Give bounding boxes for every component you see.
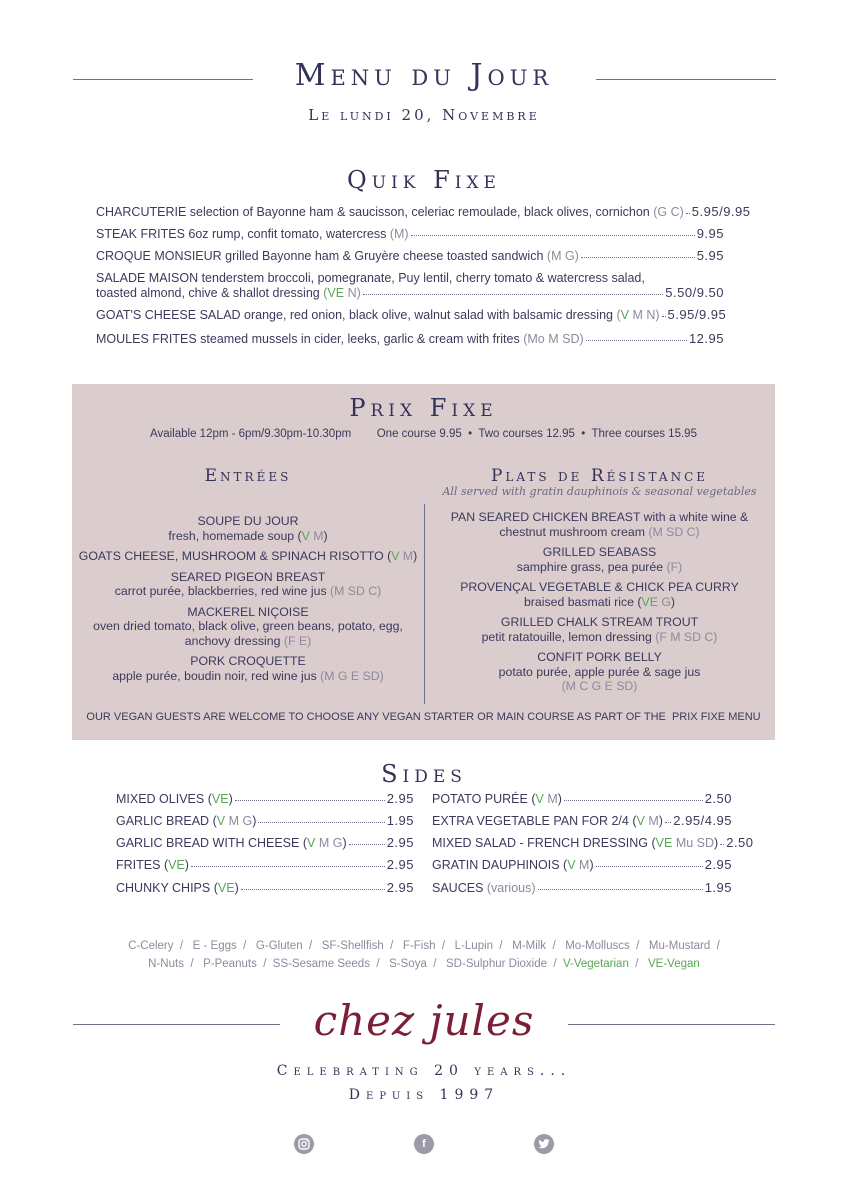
dish-name: SOUPE DU JOUR [197,514,299,528]
side-name: GARLIC BREAD WITH CHEESE [116,836,300,850]
side-name: GRATIN DAUPHINOIS [432,858,560,872]
side-name: POTATO PURÉE [432,792,528,806]
item-name: GOAT'S CHEESE SALAD orange, red onion, black olive, walnut salad with balsamic dressing [96,308,613,322]
legend-vegetarian: V-Vegetarian [562,958,629,970]
dot-leader [662,316,666,317]
item-name: SALADE MAISON tenderstem broccoli, pomegranate, Puy lentil, cherry tomato & watercress salad, [96,271,645,285]
allergen-codes: M [313,528,324,543]
legend-allergens: N-Nuts / P-Peanuts / SS-Sesame Seeds / S-Soya / SD-Sulphur Dioxide / [148,958,563,970]
item-name: MOULES FRITES steamed mussels in cider, leeks, garlic & cream with frites [96,332,520,346]
entrees-heading: Entrées [204,466,292,486]
dish-name: SEARED PIGEON BREAST [170,569,326,584]
list-item [96,248,724,263]
list-item: PROVENÇAL VEGETABLE & CHICK PEA CURRY braised basmati rice (VE G) [424,580,775,609]
diet-code: V [307,836,316,850]
dot-leader [349,844,385,845]
diet-code: V [535,792,544,806]
prix-fixe-info [72,428,775,440]
footer-tagline: Celebrating 20 years... [276,1063,572,1079]
diet-code: (VE [323,286,345,300]
list-item-line1 [96,271,724,285]
code-paren: ( [616,308,621,322]
allergen-codes: (G C) [653,205,684,219]
side-name: MIXED OLIVES [116,792,205,806]
availability: Available 12pm - 6pm/9.30pm-10.30pm [150,428,352,440]
diet-code: V [636,814,645,828]
dish-desc-cont: anchovy dressing [184,633,281,648]
diet-code: VE [217,881,235,895]
dot-leader [720,844,724,845]
list-item: MIXED SALAD - FRENCH DRESSING (VE Mu SD) 2.50 [432,835,754,850]
allergen-codes: (F E) [283,633,312,648]
dish-desc: braised basmati rice [523,594,634,609]
list-item: FRITES (VE) 2.95 [116,857,414,872]
legend-line-1: C-Celery / E - Eggs / G-Gluten / SF-Shellfish / F-Fish / L-Lupin / M-Milk / Mo-Molluscs / Mu-Mustard / [128,940,720,952]
dot-leader [538,889,703,890]
item-price: 5.95/9.95 [691,204,751,219]
allergen-codes: (M SD C) [330,584,382,598]
allergen-codes: (F) [666,559,683,574]
side-price: 2.95 [386,857,414,872]
diet-code: V [567,858,576,872]
list-item [96,285,724,300]
allergen-codes: M [547,792,558,806]
menu-date: Le lundi 20, Novembre [308,106,540,124]
list-item [96,307,727,322]
list-item [424,545,775,574]
allergen-codes: (M G E SD) [320,668,384,683]
side-name: FRITES [116,858,161,872]
list-item: SOUPE DU JOUR fresh, homemade soup (V M) [72,514,424,543]
mains-list [424,510,775,700]
dish-name: GRILLED SEABASS [542,545,657,559]
dish-name: GOATS CHEESE, MUSHROOM & SPINACH RISOTTO [78,549,384,563]
allergen-codes: M [579,858,590,872]
dish-name: MACKEREL NIÇOISE [187,604,309,619]
side-price: 2.50 [726,835,754,850]
side-name: MIXED SALAD - FRENCH DRESSING [432,836,649,850]
item-price: 5.95/9.95 [667,307,727,322]
prix-fixe-panel [72,384,775,740]
allergen-codes: G [661,594,671,609]
dish-desc: potato purée, apple purée & sage jus [498,664,701,679]
side-name: EXTRA VEGETABLE PAN FOR 2/4 [432,814,629,828]
allergen-codes: (Mo M SD) [523,332,584,346]
list-item [424,650,775,694]
item-name: CHARCUTERIE selection of Bayonne ham & saucisson, celeriac remoulade, black olives, cornichon [96,205,650,219]
mains-subheading: All served with gratin dauphinois & seasonal vegetables [442,485,757,498]
dot-leader [235,800,385,801]
dish-desc: chestnut mushroom cream [499,524,645,539]
list-item: EXTRA VEGETABLE PAN FOR 2/4 (V M) 2.95/4.95 [432,813,732,828]
dot-leader [581,257,695,258]
list-item: GOATS CHEESE, MUSHROOM & SPINACH RISOTTO (V M) [78,549,418,563]
list-item [432,880,732,895]
side-price: 2.50 [704,791,732,806]
side-name: SAUCES [432,881,484,895]
list-item [96,226,724,241]
dot-leader [363,294,664,295]
side-name: CHUNKY CHIPS [116,881,211,895]
allergen-codes: (F M SD C) [655,629,718,644]
facebook-icon[interactable]: f [414,1134,434,1154]
allergen-codes: (M C G E SD) [561,679,638,693]
legend-vegan: VE-Vegan [648,958,700,970]
instagram-icon[interactable] [294,1134,314,1154]
dot-leader [191,866,385,867]
side-price: 1.95 [704,880,732,895]
footer-since: Depuis 1997 [348,1087,500,1103]
dish-name: CONFIT PORK BELLY [537,650,662,664]
dish-desc: fresh, homemade soup [168,528,295,543]
dish-desc: samphire grass, pea purée [516,559,664,574]
allergen-codes: M G [318,836,343,850]
list-item [424,615,775,644]
dot-leader [411,235,695,236]
page-title: Menu du Jour [294,58,554,93]
list-item [96,331,724,346]
side-price: 1.95 [386,813,414,828]
dish-desc: apple purée, boudin noir, red wine jus [112,668,317,683]
course-pricing: One course 9.95 • Two courses 12.95 • Three courses 15.95 [376,428,697,440]
dot-leader [241,889,385,890]
prix-fixe-heading: Prix Fixe [349,394,498,422]
list-item [424,510,775,539]
list-item [72,654,424,683]
dish-name: PROVENÇAL VEGETABLE & CHICK PEA CURRY [460,580,739,594]
allergen-codes: (M G) [546,249,579,263]
list-item [72,605,424,649]
mains-heading: Plats de Résistance [490,466,709,486]
allergen-codes: M [648,814,659,828]
diet-code: V [216,814,226,828]
allergen-codes: M [402,549,414,563]
diet-code: VE [168,858,185,872]
item-price: 5.95 [696,248,724,263]
dish-name: PAN SEARED CHICKEN BREAST with a white wine & [450,510,749,524]
item-name: CROQUE MONSIEUR grilled Bayonne ham & Gruyère cheese toasted sandwich [96,249,544,263]
allergen-codes: (various) [486,881,536,895]
diet-code: VE [655,836,673,850]
dish-name: GRILLED CHALK STREAM TROUT [500,615,699,629]
vegan-note: OUR VEGAN GUESTS ARE WELCOME TO CHOOSE ANY VEGAN STARTER OR MAIN COURSE AS PART OF THE PRIX FIXE MENU [86,711,761,723]
allergen-legend [0,937,848,973]
allergen-codes: M G [228,814,253,828]
quik-fixe-heading: Quik Fixe [347,166,501,194]
list-item: GRATIN DAUPHINOIS (V M) 2.95 [432,857,732,872]
item-price: 9.95 [696,226,724,241]
side-price: 2.95 [386,835,414,850]
side-price: 2.95 [386,791,414,806]
list-item: GARLIC BREAD (V M G) 1.95 [116,813,414,828]
dot-leader [586,340,687,341]
dot-leader [596,866,703,867]
diet-code: V [620,308,629,322]
diet-code: VE [211,792,229,806]
item-price: 12.95 [688,331,724,346]
allergen-codes: M N) [632,308,660,322]
dish-name: PORK CROQUETTE [190,654,306,668]
dot-leader [258,822,384,823]
side-price: 2.95 [704,857,732,872]
dot-leader [686,213,690,214]
dish-desc: carrot purée, blackberries, red wine jus [114,584,327,598]
diet-code: VE [641,594,658,609]
allergen-codes: (M SD C) [648,524,700,539]
item-price: 5.50/9.50 [665,285,724,300]
dish-desc: petit ratatouille, lemon dressing [481,629,652,644]
allergen-codes: Mu SD [675,836,715,850]
list-item: GARLIC BREAD WITH CHEESE (V M G) 2.95 [116,835,414,850]
legend-separator: / [628,958,649,970]
side-price: 2.95 [386,880,414,895]
list-item: MIXED OLIVES (VE) 2.95 [116,791,414,806]
item-name: STEAK FRITES 6oz rump, confit tomato, watercress [96,227,387,241]
dish-desc: oven dried tomato, black olive, green beans, potato, egg, [93,619,403,633]
allergen-codes: N) [347,286,361,300]
item-name-cont: toasted almond, chive & shallot dressing [96,286,320,300]
entrees-list [72,514,424,689]
list-item: CHUNKY CHIPS (VE) 2.95 [116,880,414,895]
list-item [96,204,751,219]
chez-jules-logo: chez jules [313,996,535,1045]
diet-code: V [301,528,310,543]
dot-leader [665,822,671,823]
dot-leader [564,800,703,801]
list-item: POTATO PURÉE (V M) 2.50 [432,791,732,806]
legend-line-2 [0,955,848,973]
list-item [72,570,424,599]
side-name: GARLIC BREAD [116,814,210,828]
diet-code: V [391,549,400,563]
side-price: 2.95/4.95 [673,813,732,828]
sides-heading: Sides [381,760,467,788]
twitter-icon[interactable] [534,1134,554,1154]
allergen-codes: (M) [389,227,409,241]
